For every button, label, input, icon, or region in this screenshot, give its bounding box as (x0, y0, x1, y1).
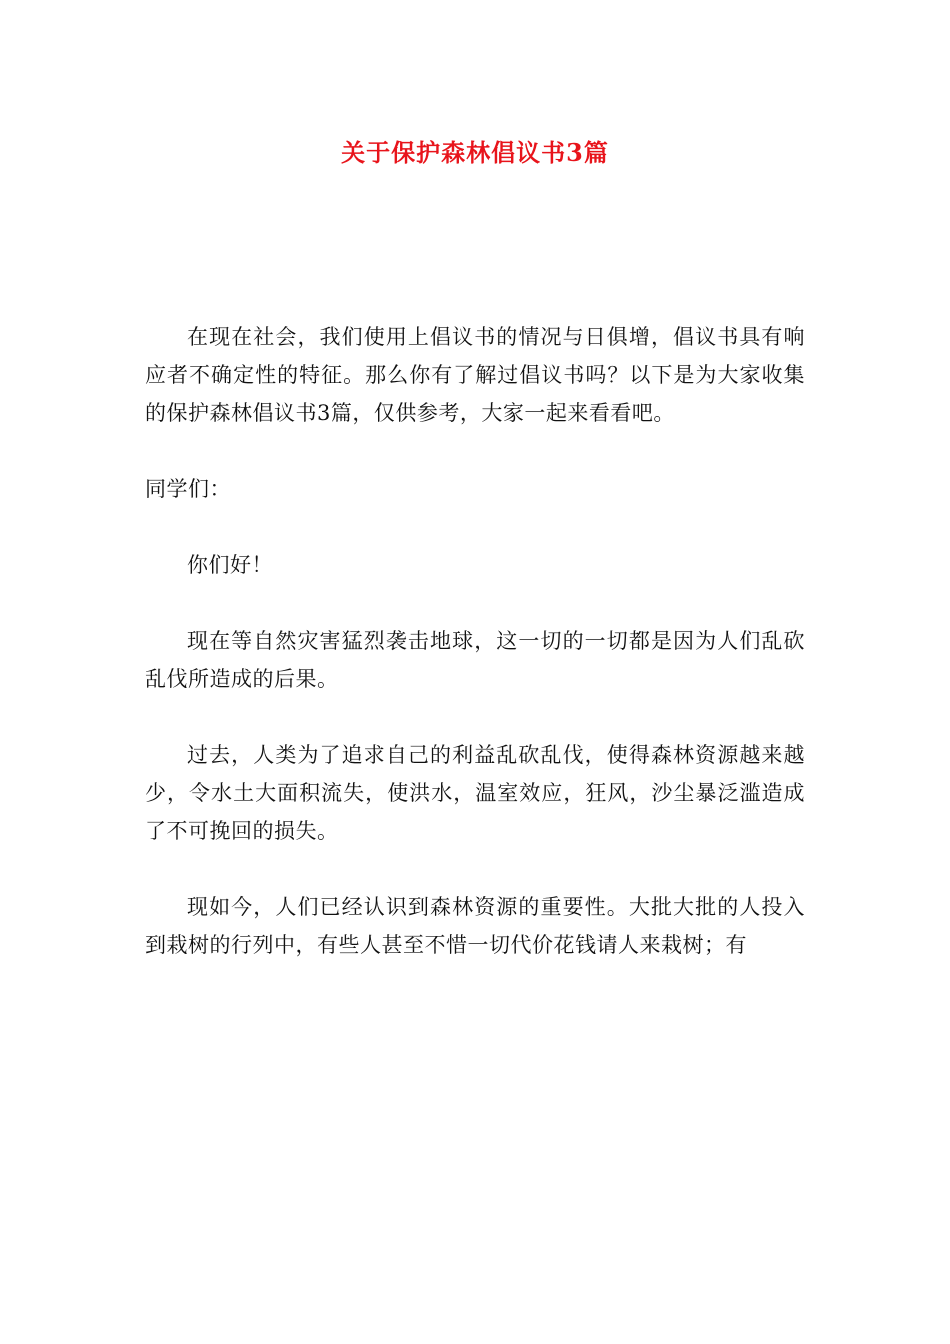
greeting-line: 你们好！ (187, 553, 273, 577)
paragraph-past: 过去，人类为了追求自己的利益乱砍乱伐，使得森林资源越来越少，令水土大面积流失，使洪水，温室效应，狂风，沙尘暴泛滥造成了不可挽回的损失。 (145, 743, 805, 843)
document-body (145, 318, 805, 1002)
paragraph-present: 现如今，人们已经认识到森林资源的重要性。大批大批的人投入到栽树的行列中，有些人甚至不惜一切代价花钱请人来栽树；有 (145, 895, 805, 957)
paragraph-disasters: 现在等自然灾害猛烈袭击地球，这一切的一切都是因为人们乱砍乱伐所造成的后果。 (145, 629, 805, 691)
salutation-line: 同学们： (145, 477, 231, 501)
intro-paragraph: 在现在社会，我们使用上倡议书的情况与日俱增，倡议书具有响应者不确定性的特征。那么你有了解过倡议书吗？以下是为大家收集的保护森林倡议书3篇，仅供参考，大家一起来看看吧。 (145, 325, 805, 425)
document-title: 关于保护森林倡议书3篇 (341, 138, 609, 167)
